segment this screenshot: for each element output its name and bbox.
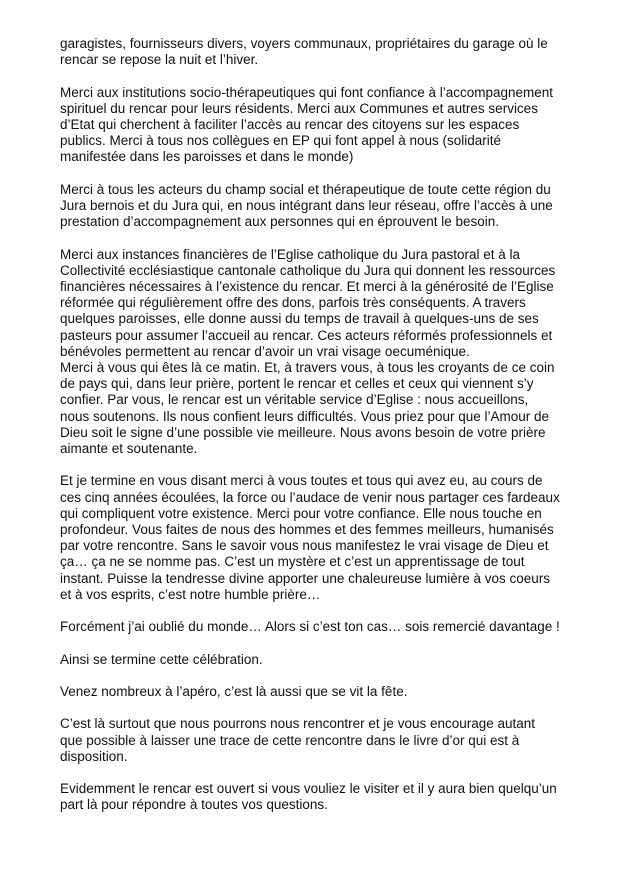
text-line: Merci à vous qui êtes là ce matin. Et, à travers vous, à tous les croyants de ce coin xyxy=(60,360,555,376)
paragraph-forgotten xyxy=(60,619,570,635)
text-line: prestation d’accompagnement aux personnes qui en éprouvent le besoin. xyxy=(60,214,500,230)
text-line: confier. Par vous, le rencar est un véritable service d’Eglise : nous accueillons, xyxy=(60,392,529,408)
text-line: financières nécessaires à l’existence du rencar. Et merci à la générosité de l’Eglise xyxy=(60,279,554,294)
text-line: Merci aux institutions socio-thérapeutiques qui font confiance à l’accompagnement xyxy=(60,84,554,100)
text-line: Venez nombreux à l’apéro, c’est là aussi que se vit la fête. xyxy=(60,684,408,700)
text-line: garagistes, fournisseurs divers, voyers communaux, propriétaires du garage où le xyxy=(60,36,548,51)
text-line: par votre rencontre. Sans le savoir vous nous manifestez le vrai visage de Dieu et xyxy=(60,538,549,554)
text-line: bénévoles permettent au rencar d’avoir un vrai visage oecuménique. xyxy=(60,343,470,359)
text-line: Merci aux instances financières de l’Eglise catholique du Jura pastoral et à la xyxy=(60,246,521,262)
text-line: profondeur. Vous faites de nous des hommes et des femmes meilleurs, humanisés xyxy=(60,522,554,538)
text-line: quelques paroisses, elle donne aussi du temps de travail à quelques-uns de ses xyxy=(60,311,539,327)
text-line: ces cinq années écoulées, la force ou l’audace de venir nous partager ces fardeaux xyxy=(60,489,560,505)
text-line: que possible à laisser une trace de cette rencontre dans le livre d’or qui est à xyxy=(60,732,520,748)
text-line: publics. Merci à tous nos collègues en EP qui font appel à nous (solidarité xyxy=(60,133,502,149)
text-line: manifestée dans les paroisses et dans le monde) xyxy=(60,149,354,165)
text-line: Forcément j’ai oublié du monde… Alors si c’est ton cas… sois remercié davantage ! xyxy=(60,619,560,635)
paragraph-visit-rencar xyxy=(60,781,570,813)
paragraph-guestbook xyxy=(60,716,570,765)
paragraph-thanks-church xyxy=(60,247,570,458)
text-line: C’est là surtout que nous pourrons nous rencontrer et je vous encourage autant xyxy=(60,716,536,732)
text-line: réformée qui régulièrement offre des dons, parfois très conséquents. A travers xyxy=(60,295,526,311)
text-line: ça… ça ne se nomme pas. C’est un mystère et c’est un apprentissage de tout xyxy=(60,554,525,570)
text-line: de pays qui, dans leur prière, portent le rencar et celles et ceux qui viennent s’y xyxy=(60,376,534,392)
paragraph-aperitif xyxy=(60,684,570,700)
text-line: Jura bernois et du Jura qui, en nous intégrant dans leur réseau, offre l’accès à une xyxy=(60,198,553,213)
text-line: nous soutenons. Ils nous confient leurs difficultés. Vous priez pour que l’Amour de xyxy=(60,408,550,424)
text-line: pasteurs pour assumer l’accueil au rencar. Ces acteurs réformés professionnels et xyxy=(60,327,553,343)
text-line: instant. Puisse la tendresse divine apporter une chaleureuse lumière à vos coeurs xyxy=(60,570,551,586)
text-line: part là pour répondre à toutes vos questions. xyxy=(60,797,328,813)
text-line: qui compliquent votre existence. Merci pour votre confiance. Elle nous touche en xyxy=(60,505,542,521)
paragraph-thanks-institutions xyxy=(60,85,570,166)
text-line: Et je termine en vous disant merci à vous toutes et tous qui avez eu, au cours de xyxy=(60,473,543,489)
text-line: Evidemment le rencar est ouvert si vous vouliez le visiter et il y aura bien quelqu’un xyxy=(60,781,557,797)
text-line: disposition. xyxy=(60,748,128,764)
paragraph-thanks-suppliers xyxy=(60,36,570,68)
text-line: Ainsi se termine cette célébration. xyxy=(60,651,263,667)
document-page xyxy=(60,36,570,830)
text-line: Dieu soit le signe d’une possible vie meilleure. Nous avons besoin de votre prière xyxy=(60,424,546,440)
text-line: rencar se repose la nuit et l’hiver. xyxy=(60,52,259,68)
text-line: et à vos esprits, c’est notre humble prière… xyxy=(60,586,321,602)
paragraph-thanks-visitors xyxy=(60,473,570,603)
paragraph-thanks-social-actors xyxy=(60,182,570,231)
text-line: Collectivité ecclésiastique cantonale catholique du Jura qui donnent les ressources xyxy=(60,262,556,278)
text-line: d’Etat qui cherchent à faciliter l’accès au rencar des citoyens sur les espaces xyxy=(60,117,520,132)
text-line: aimante et soutenante. xyxy=(60,441,198,457)
text-line: spirituel du rencar pour leurs résidents. Merci aux Communes et autres services xyxy=(60,100,538,116)
paragraph-closing xyxy=(60,652,570,668)
text-line: Merci à tous les acteurs du champ social et thérapeutique de toute cette région du xyxy=(60,181,551,197)
